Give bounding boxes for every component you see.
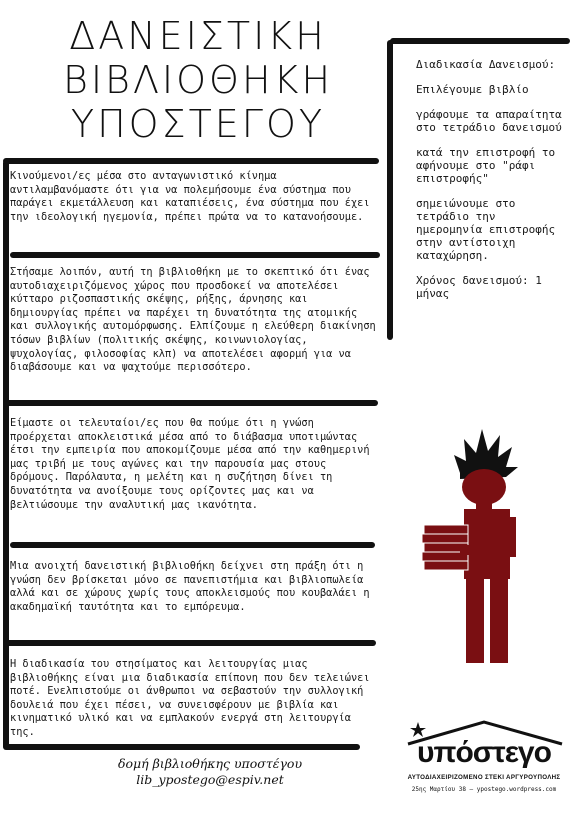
paragraph-5: Η διαδικασία του στησίματος και λειτουργίας μιας βιβλιοθήκης είναι μια διαδικασία επίπονη που δεν τελειώνει ποτέ. Ενελπιστούμε οι άνθρωποι να σεβαστούν την συλλογική δουλειά που έχει πέσει, να συνεισφέρουν με βιβλία και κινηματικό υλικό και να εμπλακούν ενεργά στη λειτουργία της. [10,658,370,738]
logo-address: 25ης Μαρτίου 38 — ypostego.wordpress.com [411,786,557,793]
paragraph-4: Μια ανοιχτή δανειστική βιβλιοθήκη δείχνει στη πράξη ότι η γνώση δεν βρίσκεται μόνο σε πανεπιστήμια και βιβλιοπωλεία αλλά και σε χώρους χωρίς τους αποκλεισμούς που κουβαλάει η ακαδημαϊκή ταυτότητα και το εμπόρευμα. [10,560,370,613]
loan-procedure-heading: Διαδικασία Δανεισμού: [416,58,556,71]
signature-block [100,756,320,788]
paragraph-3: Είμαστε οι τελευταίοι/ες που θα πούμε ότι η γνώση προέρχεται αποκλειστικά μέσα από το διάβασμα υποτιμώντας έτσι την εμπειρία που αποκομίζουμε μέσα από την καθημερινή μας τριβή με τους αγώνες και την παρουσία μας στους δρόμους. Παρόλαυτα, η μελέτη και η συζήτηση δίνει τη δυνατότητα να ανοίξουμε τους ορίζοντες μας και να βελτιώσουμε την αναλυτική μας ικανότητα. [10,417,370,511]
paragraph-1: Κινούμενοι/ες μέσα στο ανταγωνιστικό κίνημα αντιλαμβανόμαστε ότι για να πολεμήσουμε ένα σύστημα που παράγει εκμετάλλευση και καταπιέσεις, ένα σύστημα που έχει την ιδεολογική ηγεμονία, πρέπει πρώτα να το κατανοήσουμε. [10,170,370,223]
divider-bottom [4,744,360,750]
title-line-3: ΥΠΟΣΤΕΓΟΥ [70,102,326,146]
loan-step-2: γράφουμε τα απαραίτητα στο τετράδιο δανεισμού [416,108,562,134]
right-leg [490,579,508,663]
paragraph-2: Στήσαμε λοιπόν, αυτή τη βιβλιοθήκη με το σκεπτικό ότι ένας αυτοδιαχειριζόμενος χώρος που προσδοκεί να αποτελέσει κύτταρο ριζοσπαστικής σκέψης, ρήξης, άρνησης και δημιουργίας πρέπει να παρέχει τη δυνατότητα της ατομικής και συλλογικής αυτομόρφωσης. Ελπίζουμε η ελεύθερη διακίνηση τόσων βιβλίων (πολιτικής σκέψης, κοινωνιολογίας, ψυχολογίας, φιλοσοφίας κλπ) να αποτελέσει αφορμή για να διαβάσουμε και να ψαχτούμε περισσότερο. [10,266,376,374]
divider-5 [6,640,376,646]
divider-3 [6,400,378,406]
head [462,469,506,505]
person-carrying-books-illustration [420,425,550,670]
star-icon [410,722,426,737]
email-address: lib_ypostego@espiv.net [136,772,284,787]
loan-step-3: κατά την επιστροφή το αφήνουμε στο "ράφι επιστροφής" [416,146,556,185]
divider-4 [10,542,375,548]
logo-subtitle: ΑΥΤΟΔΙΑΧΕΙΡΙΖΟΜΕΝΟ ΣΤΕΚΙ ΑΡΓΥΡΟΥΠΟΛΗΣ [407,774,561,781]
page-title [38,14,358,146]
loan-step-4: σημειώνουμε στο τετράδιο την ημερομηνία επιστροφής στην αντίστοιχη καταχώρηση. [416,197,556,262]
divider-top [3,158,379,164]
logo-wordmark: υπόστεγο [417,736,551,769]
sidebar-border-stroke [387,40,393,340]
left-border-stroke [3,160,9,750]
loan-step-1: Επιλέγουμε βιβλίο [416,83,529,96]
title-line-1: ΔΑΝΕΙΣΤΙΚΗ [69,14,327,58]
left-leg [466,579,484,663]
signature: δομή βιβλιοθήκης υποστέγου [117,756,303,771]
ypostego-logo [398,716,570,812]
loan-duration: Χρόνος δανεισμού: 1 μήνας [416,274,542,300]
sidebar-top-divider [390,38,570,44]
title-line-2: ΒΙΒΛΙΟΘΗΚΗ [62,58,334,102]
divider-2 [10,252,380,258]
loan-procedure [416,58,566,312]
